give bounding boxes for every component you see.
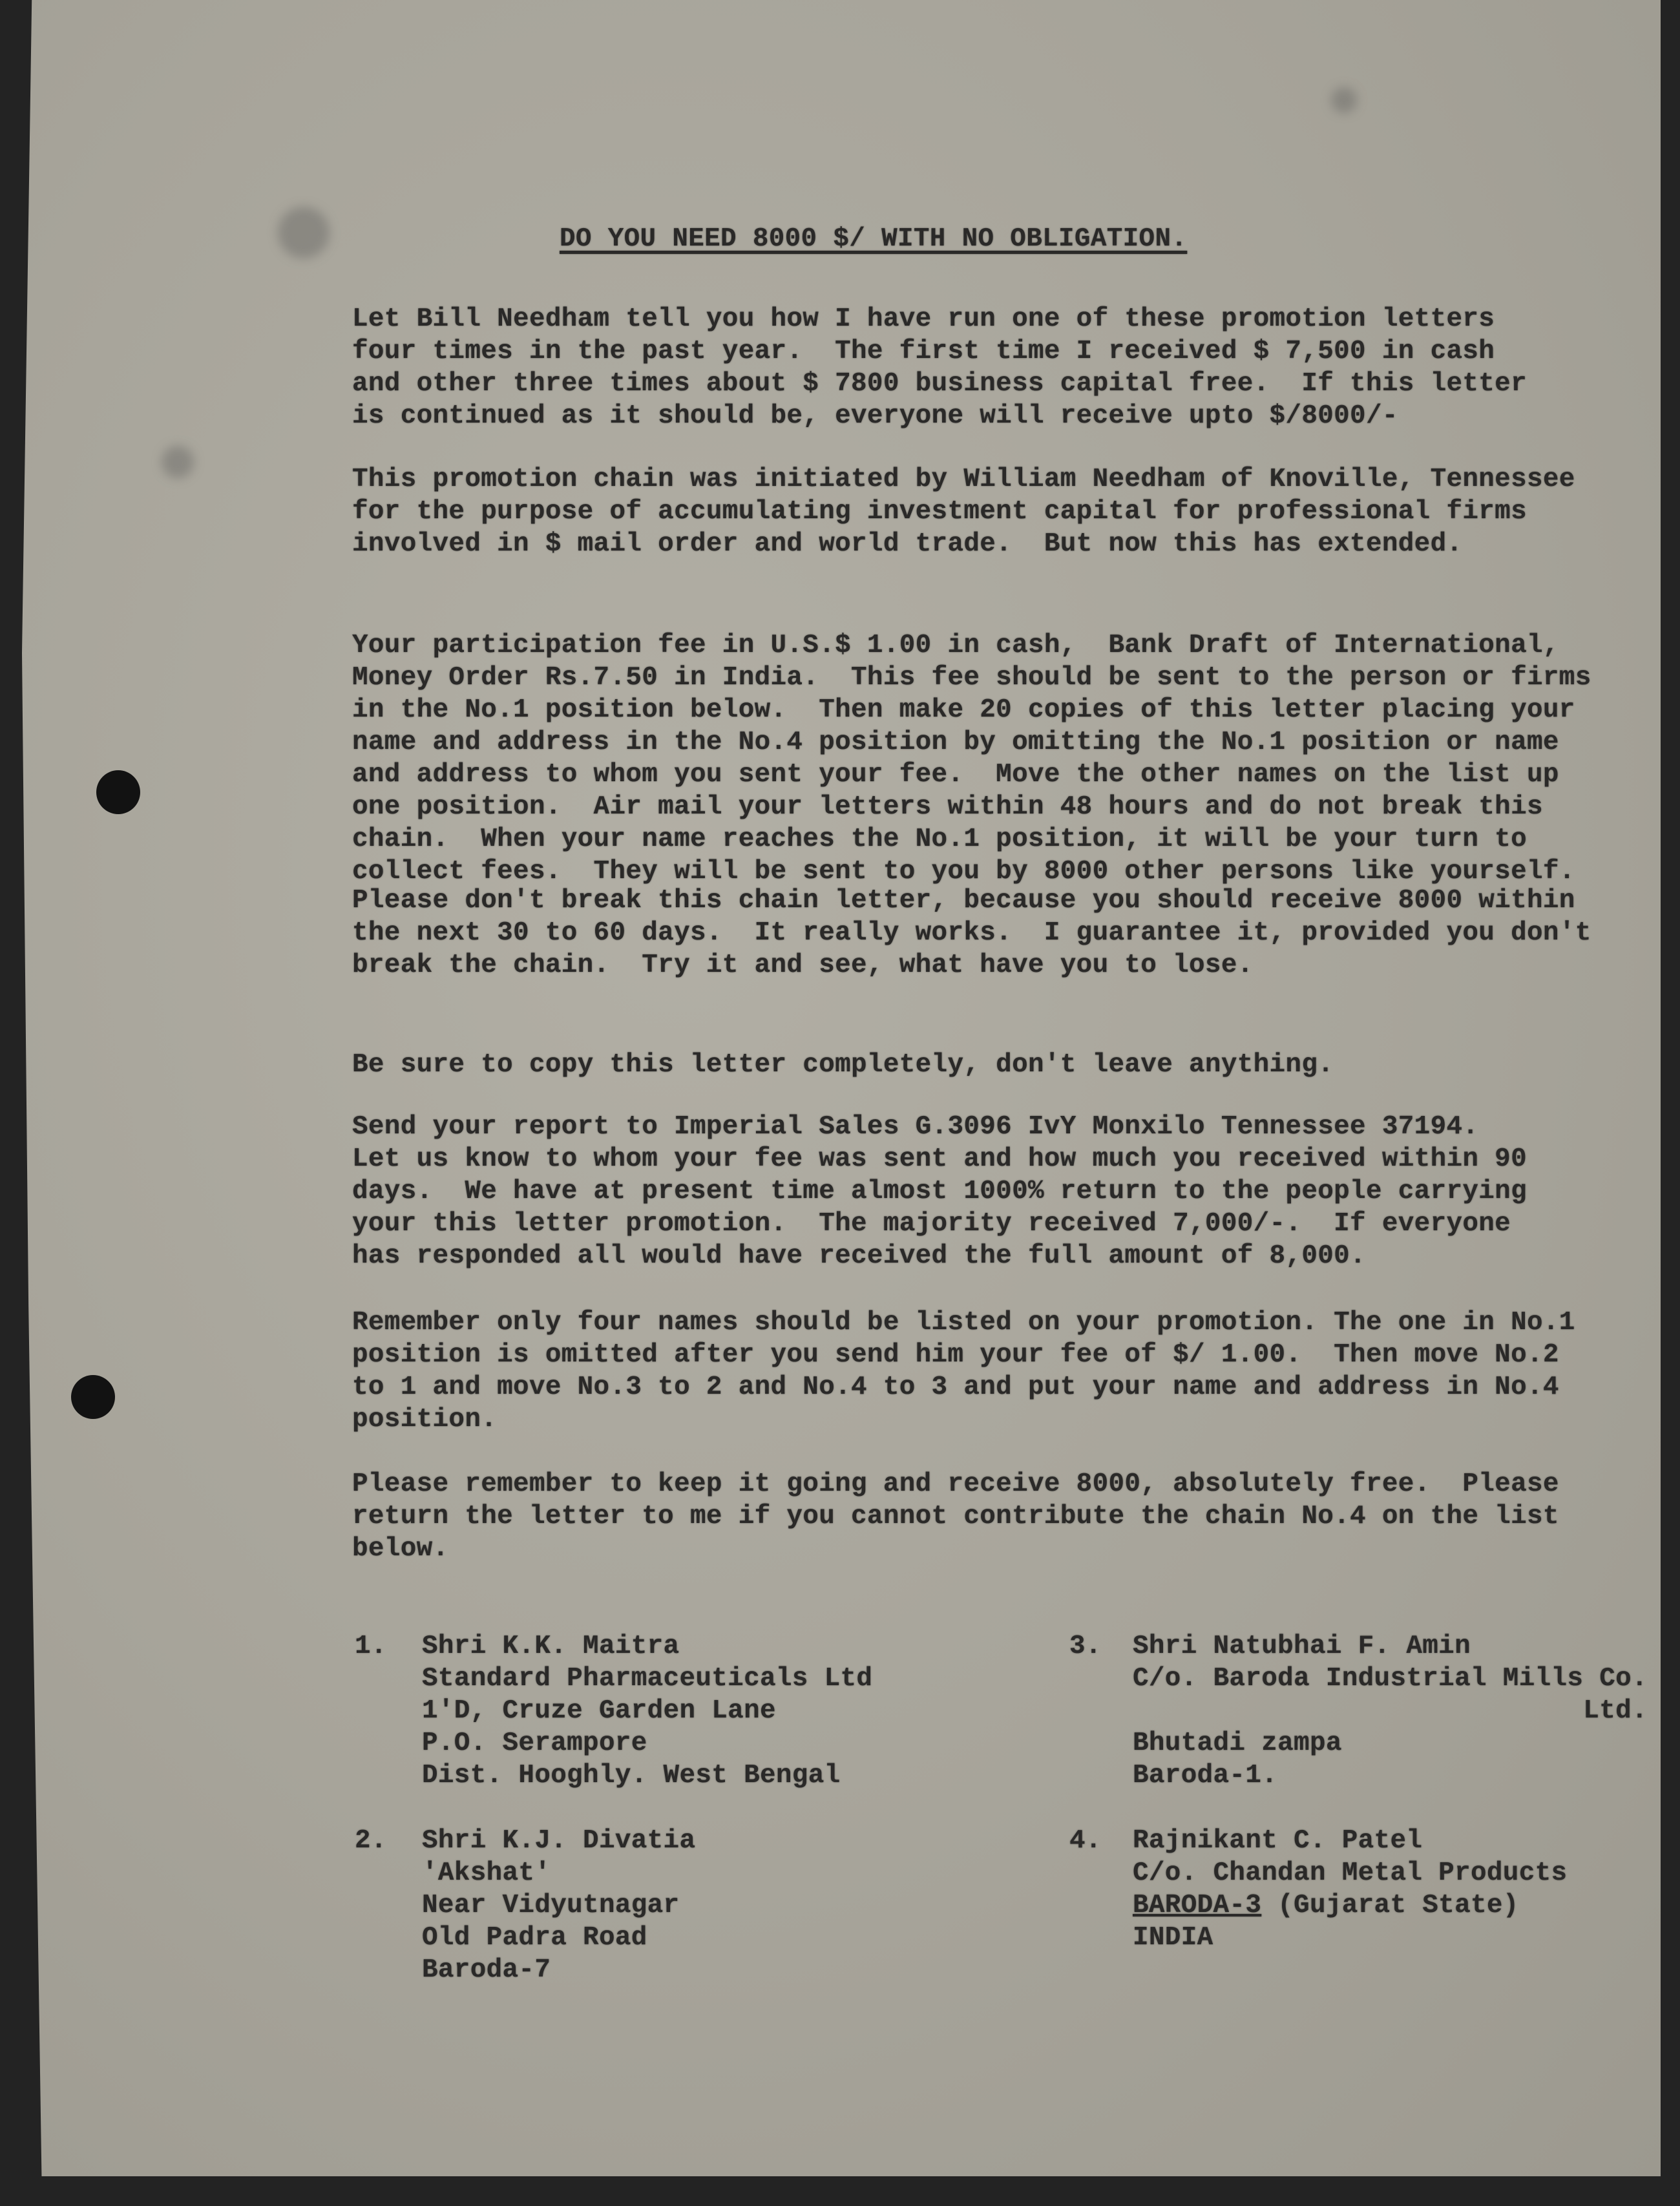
paragraph-4 (352, 885, 1591, 982)
text-line: collect fees. They will be sent to you by 8000 other persons like yourself. (352, 857, 1575, 887)
text-line: below. (352, 1534, 449, 1564)
text-line: the next 30 to 60 days. It really works. I guarantee it, provided you don't (352, 918, 1591, 948)
text-line: Let Bill Needham tell you how I have run one of these promotion letters (352, 304, 1495, 334)
text-line: break the chain. Try it and see, what have you to lose. (352, 951, 1254, 980)
text-line: return the letter to me if you cannot contribute the chain No.4 on the list (352, 1502, 1559, 1531)
address-line: Bhutadi zampa (1133, 1728, 1342, 1758)
text-line: and address to whom you sent your fee. Move the other names on the list up (352, 760, 1559, 790)
text-line: Your participation fee in U.S.$ 1.00 in cash, Bank Draft of International, (352, 631, 1559, 660)
punch-hole (71, 1375, 115, 1419)
address-line: Ltd. (1133, 1696, 1648, 1726)
text-line: to 1 and move No.3 to 2 and No.4 to 3 and put your name and address in No.4 (352, 1372, 1559, 1402)
text-line: name and address in the No.4 position by omitting the No.1 position or name (352, 728, 1559, 757)
address-line: C/o. Chandan Metal Products (1133, 1858, 1568, 1888)
text-line: This promotion chain was initiated by William Needham of Knoville, Tennessee (352, 465, 1575, 494)
text-line: Be sure to copy this letter completely, don't leave anything. (352, 1050, 1334, 1080)
ink-smudge (162, 446, 194, 478)
address-line: Near Vidyutnagar (422, 1891, 680, 1920)
address-number: 2. (355, 1826, 387, 1856)
paragraph-8 (352, 1468, 1559, 1565)
text-line: days. We have at present time almost 1000% return to the people carrying (352, 1177, 1527, 1206)
text-line: Remember only four names should be listed on your promotion. The one in No.1 (352, 1308, 1575, 1338)
address-line: INDIA (1133, 1923, 1213, 1953)
address-number: 3. (1069, 1632, 1102, 1661)
address-line: Standard Pharmaceuticals Ltd (422, 1664, 873, 1694)
address-line: C/o. Baroda Industrial Mills Co. (1133, 1664, 1648, 1694)
address-line: Rajnikant C. Patel (1133, 1826, 1423, 1856)
address-city-underlined: BARODA-3 (1133, 1891, 1262, 1920)
address-block-1 (422, 1630, 872, 1792)
address-line: Baroda-7 (422, 1955, 551, 1985)
address-line: Shri K.J. Divatia (422, 1826, 696, 1856)
address-line: 'Akshat' (422, 1858, 551, 1888)
text-line: position. (352, 1405, 498, 1434)
text-line: Please remember to keep it going and receive 8000, absolutely free. Please (352, 1469, 1559, 1499)
address-number: 1. (355, 1632, 387, 1661)
text-line: four times in the past year. The first time I received $ 7,500 in cash (352, 337, 1495, 366)
text-line: Money Order Rs.7.50 in India. This fee should be sent to the person or firms (352, 663, 1591, 693)
ink-smudge (1331, 87, 1357, 113)
paragraph-6 (352, 1111, 1527, 1272)
text-line: has responded all would have received the full amount of 8,000. (352, 1241, 1366, 1271)
paragraph-2 (352, 463, 1575, 560)
text-line: for the purpose of accumulating investment capital for professional firms (352, 497, 1527, 527)
text-line: in the No.1 position below. Then make 20 copies of this letter placing your (352, 695, 1575, 725)
text-line: Let us know to whom your fee was sent and how much you received within 90 (352, 1144, 1527, 1174)
address-line: Shri K.K. Maitra (422, 1632, 680, 1661)
address-block-3 (1133, 1630, 1648, 1792)
address-block-4 (1133, 1825, 1567, 1954)
address-number: 4. (1069, 1826, 1102, 1856)
text-line: position is omitted after you send him your fee of $/ 1.00. Then move No.2 (352, 1340, 1559, 1370)
paragraph-3 (352, 629, 1591, 888)
text-line: is continued as it should be, everyone will receive upto $/8000/- (352, 401, 1398, 431)
text-line: Send your report to Imperial Sales G.3096 IvY Monxilo Tennessee 37194. (352, 1112, 1479, 1142)
text-line: involved in $ mail order and world trade. But now this has extended. (352, 529, 1463, 559)
address-line: 1'D, Cruze Garden Lane (422, 1696, 776, 1726)
address-line: Baroda-1. (1133, 1761, 1278, 1791)
text-line: and other three times about $ 7800 business capital free. If this letter (352, 369, 1527, 399)
address-line: Shri Natubhai F. Amin (1133, 1632, 1471, 1661)
text-line: Please don't break this chain letter, because you should receive 8000 within (352, 886, 1575, 916)
text-line: your this letter promotion. The majority received 7,000/-. If everyone (352, 1209, 1511, 1239)
address-line: Old Padra Road (422, 1923, 647, 1953)
address-line (1133, 1889, 1567, 1922)
address-line: Dist. Hooghly. West Bengal (422, 1761, 841, 1791)
paragraph-5 (352, 1049, 1334, 1081)
address-block-2 (422, 1825, 695, 1986)
paragraph-7 (352, 1307, 1575, 1436)
letter-title: DO YOU NEED 8000 $/ WITH NO OBLIGATION. (560, 224, 1188, 254)
paragraph-1 (352, 303, 1527, 432)
address-state: (Gujarat State) (1261, 1891, 1519, 1920)
address-line: P.O. Serampore (422, 1728, 647, 1758)
text-line: one position. Air mail your letters within 48 hours and do not break this (352, 792, 1543, 822)
text-line: chain. When your name reaches the No.1 position, it will be your turn to (352, 825, 1527, 854)
punch-hole (96, 770, 140, 814)
ink-smudge (278, 207, 330, 258)
